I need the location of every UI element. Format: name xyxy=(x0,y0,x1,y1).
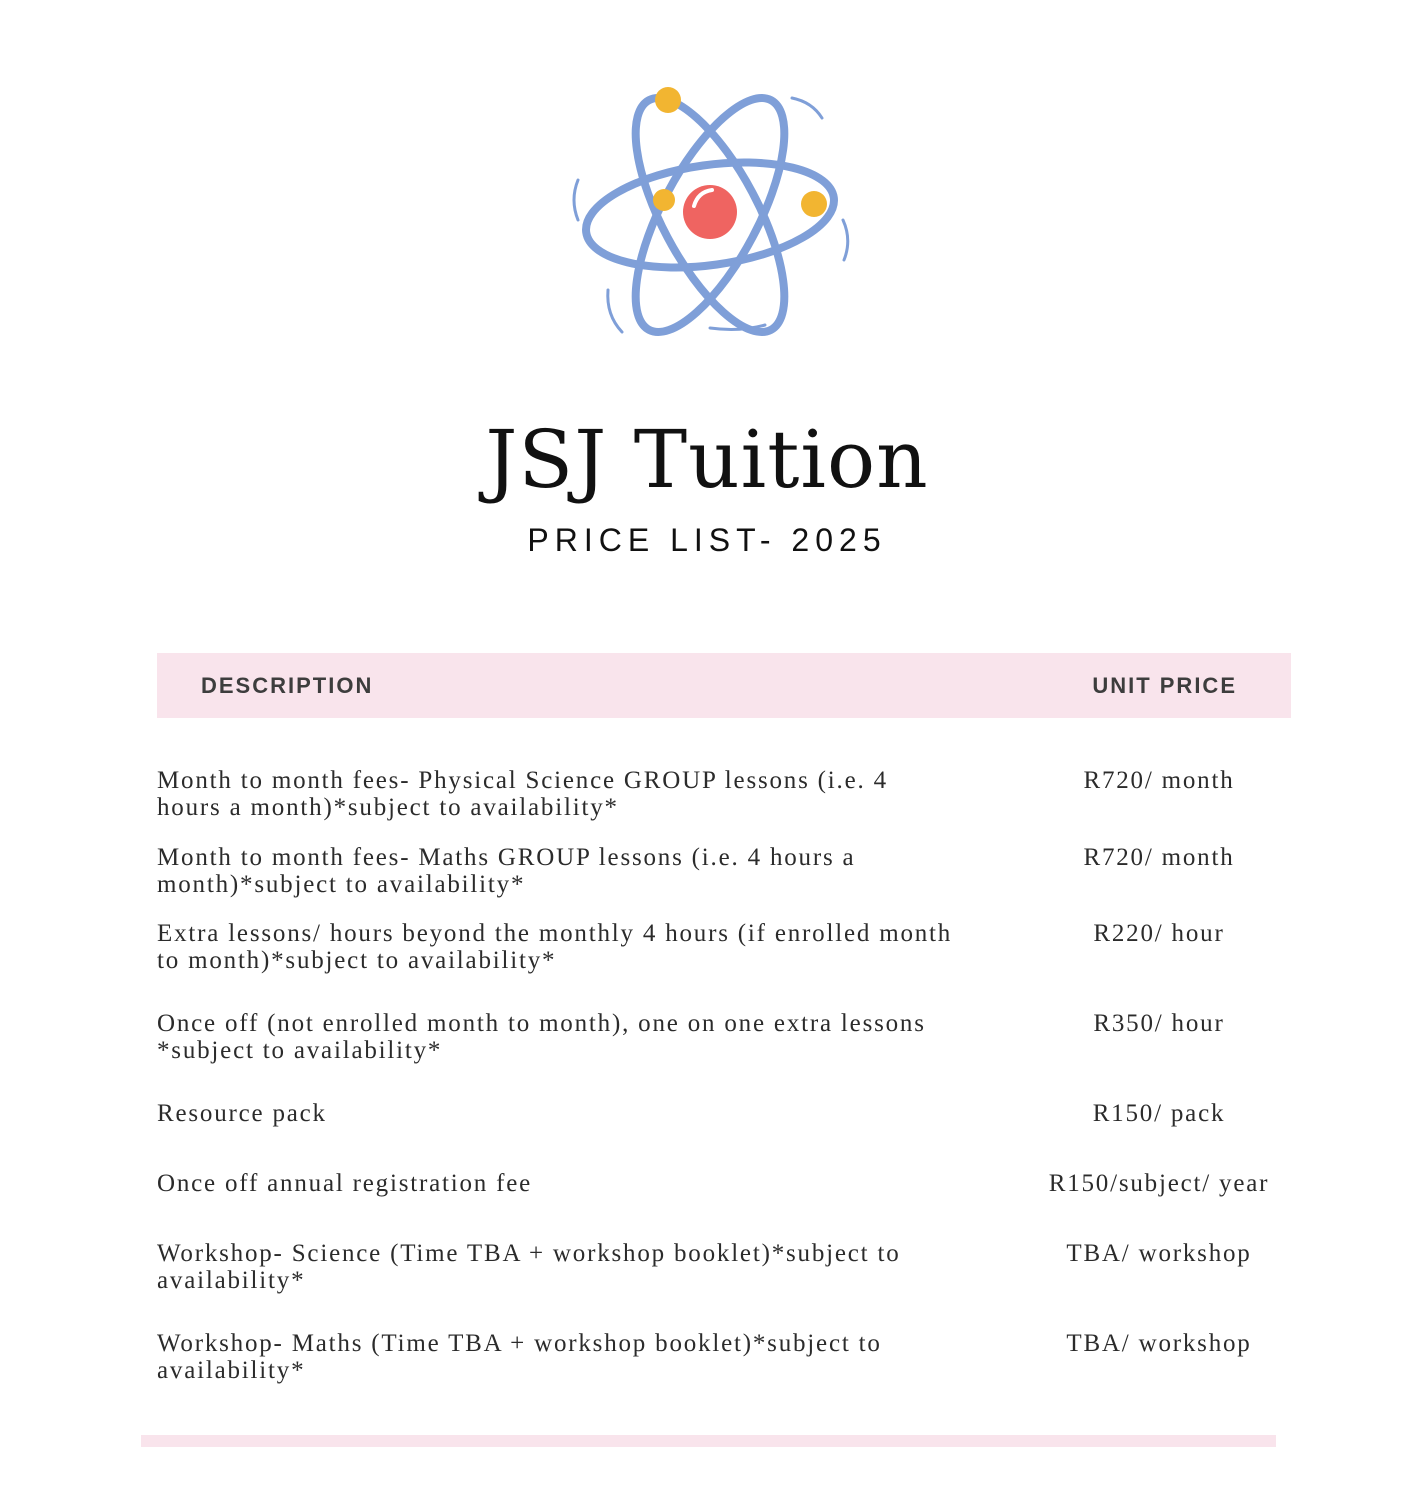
row-price: TBA/ workshop xyxy=(1066,1330,1252,1357)
row-description: Month to month fees- Maths GROUP lessons (i.e. 4 hours a month)*subject to availability* xyxy=(157,844,856,898)
row-price: R150/ pack xyxy=(1092,1100,1226,1127)
footer-divider xyxy=(141,1435,1276,1447)
row-price: R350/ hour xyxy=(1093,1010,1225,1037)
row-description: Resource pack xyxy=(157,1100,327,1127)
table-header xyxy=(157,653,1291,718)
row-description: Month to month fees- Physical Science GROUP lessons (i.e. 4 hours a month)*subject to availability* xyxy=(157,767,888,821)
row-description: Extra lessons/ hours beyond the monthly 4 hours (if enrolled month to month)*subject to availability* xyxy=(157,920,953,974)
column-header-unit-price: UNIT PRICE xyxy=(1092,673,1237,698)
row-description: Workshop- Science (Time TBA + workshop booklet)*subject to availability* xyxy=(157,1240,901,1294)
row-description: Workshop- Maths (Time TBA + workshop booklet)*subject to availability* xyxy=(157,1330,882,1384)
row-price: R220/ hour xyxy=(1093,920,1225,947)
column-header-description: DESCRIPTION xyxy=(201,673,374,698)
row-price: R150/subject/ year xyxy=(1048,1170,1270,1197)
row-description: Once off (not enrolled month to month), one on one extra lessons *subject to availability* xyxy=(157,1010,926,1064)
row-description: Once off annual registration fee xyxy=(157,1170,533,1197)
row-price: TBA/ workshop xyxy=(1066,1240,1252,1267)
atom-icon xyxy=(560,70,860,350)
row-price: R720/ month xyxy=(1083,767,1235,794)
page-title: JSJ Tuition xyxy=(485,413,929,506)
row-price: R720/ month xyxy=(1083,844,1235,871)
page-subtitle: PRICE LIST- 2025 xyxy=(527,522,887,558)
